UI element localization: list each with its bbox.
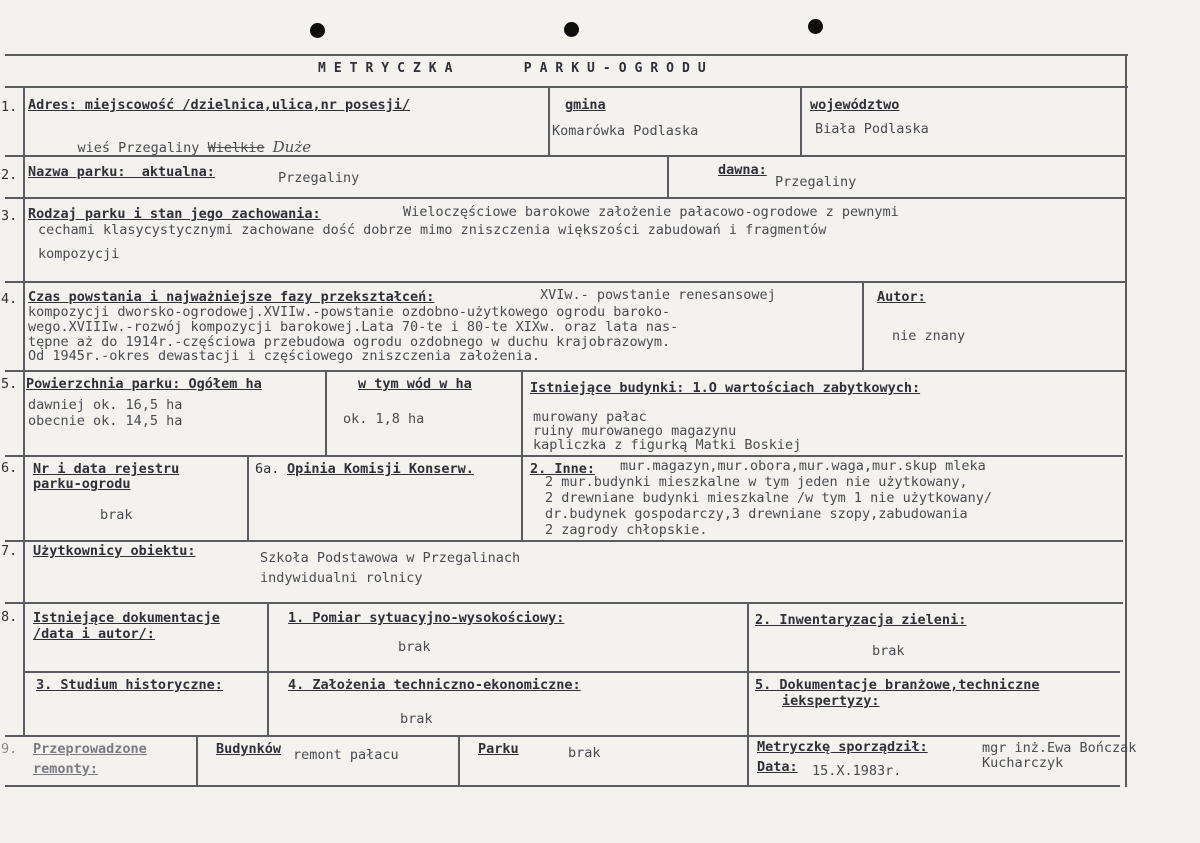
survey-value: brak xyxy=(398,639,431,655)
author-value: nie znany xyxy=(892,328,966,344)
renovations-label-line-2: remonty: xyxy=(33,761,99,777)
date-label: Data: xyxy=(757,759,798,775)
other-buildings-line-1: mur.magazyn,mur.obora,mur.waga,mur.skup mleka xyxy=(620,458,986,474)
renovations-label-line-1: Przeprowadzone xyxy=(33,741,147,757)
tech-econ-label: 4. Założenia techniczno-ekonomiczne: xyxy=(288,677,581,693)
park-renovation-value: brak xyxy=(568,745,601,761)
area-current: obecnie ok. 14,5 ha xyxy=(28,413,183,429)
park-name-current: Przegaliny xyxy=(278,170,360,186)
address-handwritten: Duże xyxy=(272,138,312,156)
rule xyxy=(196,735,198,785)
docs-label-line-1: Istniejące dokumentacje xyxy=(33,610,220,626)
park-renovation-label: Parku xyxy=(478,741,519,757)
history-line-5: Od 1945r.-okres dewastacji i częściowego zniszczenia założenia. xyxy=(28,348,541,364)
other-buildings-label: 2. Inne: xyxy=(530,461,596,477)
voivodeship-value: Biała Podlaska xyxy=(815,121,929,137)
rule xyxy=(521,370,523,540)
park-name-label: Nazwa parku: aktualna: xyxy=(28,164,215,180)
industry-docs-label-line-2: iekspertyzy: xyxy=(782,693,880,709)
register-label-line-2: parku-ogrodu xyxy=(33,476,131,492)
register-value: brak xyxy=(100,507,133,523)
section-number: 4. xyxy=(1,291,18,307)
rule xyxy=(247,455,249,540)
rule xyxy=(667,155,669,197)
greenery-inventory-label: 2. Inwentaryzacja zieleni: xyxy=(755,612,967,628)
rule xyxy=(5,540,1123,542)
other-buildings-line-2: 2 mur.budynki mieszkalne w tym jeden nie użytkowany, xyxy=(545,474,968,490)
rule xyxy=(862,281,864,370)
rule xyxy=(5,370,1125,372)
address-struck-word: Wielkie xyxy=(207,140,265,156)
other-buildings-line-4: dr.budynek gospodarczy,3 drewniane szopy,zabudowania xyxy=(545,506,968,522)
rule xyxy=(24,671,1120,673)
rule xyxy=(325,370,327,455)
greenery-inventory-value: brak xyxy=(872,643,905,659)
section-number: 3. xyxy=(1,208,18,224)
park-name-former-label: dawna: xyxy=(718,162,767,178)
address-value xyxy=(45,126,311,169)
industry-docs-label-line-1: 5. Dokumentacje branżowe,techniczne xyxy=(755,677,1040,693)
water-area-label: w tym wód w ha xyxy=(358,376,472,392)
rule xyxy=(747,602,749,785)
rule xyxy=(800,86,802,155)
users-label: Użytkownicy obiektu: xyxy=(33,543,196,559)
history-line-4: tępne aż do 1914r.-częściowa przebudowa ogrodu ozdobnego w duchu krajobrazowym. xyxy=(28,334,671,350)
park-type-line-2: cechami klasycystycznymi zachowane dość dobrze mimo zniszczenia większości zabudowań i fragmentów xyxy=(38,222,827,238)
rule xyxy=(5,86,1128,88)
water-area-value: ok. 1,8 ha xyxy=(343,411,425,427)
opinion-label: Opinia Komisji Konserw. xyxy=(287,461,474,477)
punch-hole-center xyxy=(564,22,579,37)
area-former: dawniej ok. 16,5 ha xyxy=(28,397,183,413)
park-type-label: Rodzaj parku i stan jego zachowania: xyxy=(28,206,321,222)
voivodeship-label: województwo xyxy=(810,97,900,113)
building-item: ruiny murowanego magazynu xyxy=(533,423,737,439)
punch-hole-left xyxy=(310,23,325,38)
park-type-line-1: Wieloczęściowe barokowe założenie pałacowo-ogrodowe z pewnymi xyxy=(403,204,899,220)
section-number: 9. xyxy=(1,741,18,757)
rule xyxy=(548,86,550,155)
section-number: 1. xyxy=(1,99,18,115)
section-number: 7. xyxy=(1,543,18,559)
historical-study-label: 3. Studium historyczne: xyxy=(36,677,223,693)
history-line-3: wego.XVIIIw.-rozwój kompozycji barokowej.Lata 70-te i 80-te XIXw. oraz lata nas- xyxy=(28,319,679,335)
other-buildings-line-5: 2 zagrody chłopskie. xyxy=(545,522,708,538)
park-type-line-3: kompozycji xyxy=(38,246,120,262)
area-label: Powierzchnia parku: Ogółem ha xyxy=(26,376,262,392)
prepared-by-line-2: Kucharczyk xyxy=(982,755,1064,771)
building-item: murowany pałac xyxy=(533,409,647,425)
history-line-1: XVIw.- powstanie renesansowej xyxy=(540,287,776,303)
prepared-by-line-1: mgr inż.Ewa Bończak xyxy=(982,740,1137,756)
prepared-by-label: Metryczkę sporządził: xyxy=(757,739,928,755)
address-label: Adres: miejscowość /dzielnica,ulica,nr posesji/ xyxy=(28,97,411,113)
history-line-2: kompozycji dworsko-ogrodowej.XVIIw.-powstanie ozdobno-użytkowego ogrodu baroko- xyxy=(28,304,671,320)
rule xyxy=(5,785,1120,787)
gmina-value: Komarówka Podlaska xyxy=(552,123,699,139)
rule xyxy=(23,86,25,736)
rule xyxy=(5,455,1123,457)
user-item: indywidualni rolnicy xyxy=(260,570,423,586)
author-label: Autor: xyxy=(877,289,926,305)
buildings-renovation-label: Budynków xyxy=(216,741,282,757)
address-town: wieś Przegaliny xyxy=(77,140,200,156)
section-number: 2. xyxy=(1,167,18,183)
rule xyxy=(5,602,1123,604)
history-label: Czas powstania i najważniejsze fazy przekształceń: xyxy=(28,289,435,305)
register-label-line-1: Nr i data rejestru xyxy=(33,461,180,477)
date-value: 15.X.1983r. xyxy=(812,763,902,779)
tech-econ-value: brak xyxy=(400,711,433,727)
user-item: Szkoła Podstawowa w Przegalinach xyxy=(260,550,521,566)
rule xyxy=(5,281,1125,283)
building-item: kapliczka z figurką Matki Boskiej xyxy=(533,437,802,453)
buildings-renovation-value: remont pałacu xyxy=(293,747,399,763)
rule xyxy=(1125,54,1127,787)
gmina-label: gmina xyxy=(565,97,606,113)
other-buildings-line-3: 2 drewniane budynki mieszkalne /w tym 1 nie użytkowany/ xyxy=(545,490,993,506)
section-number: 5. xyxy=(1,376,18,392)
survey-label: 1. Pomiar sytuacyjno-wysokościowy: xyxy=(288,610,565,626)
section-number: 8. xyxy=(1,609,18,625)
buildings-label: Istniejące budynki: 1.O wartościach zabytkowych: xyxy=(530,380,921,396)
form-title: METRYCZKA PARKU-OGRODU xyxy=(318,61,714,76)
rule xyxy=(5,54,1128,56)
rule xyxy=(267,602,269,735)
punch-hole-right xyxy=(808,19,823,34)
rule xyxy=(458,735,460,785)
section-number: 6. xyxy=(1,460,18,476)
docs-label-line-2: /data i autor/: xyxy=(33,626,155,642)
rule xyxy=(5,197,1125,199)
rule xyxy=(5,735,1120,737)
opinion-number: 6a. xyxy=(255,461,280,477)
park-name-former: Przegaliny xyxy=(775,174,857,190)
